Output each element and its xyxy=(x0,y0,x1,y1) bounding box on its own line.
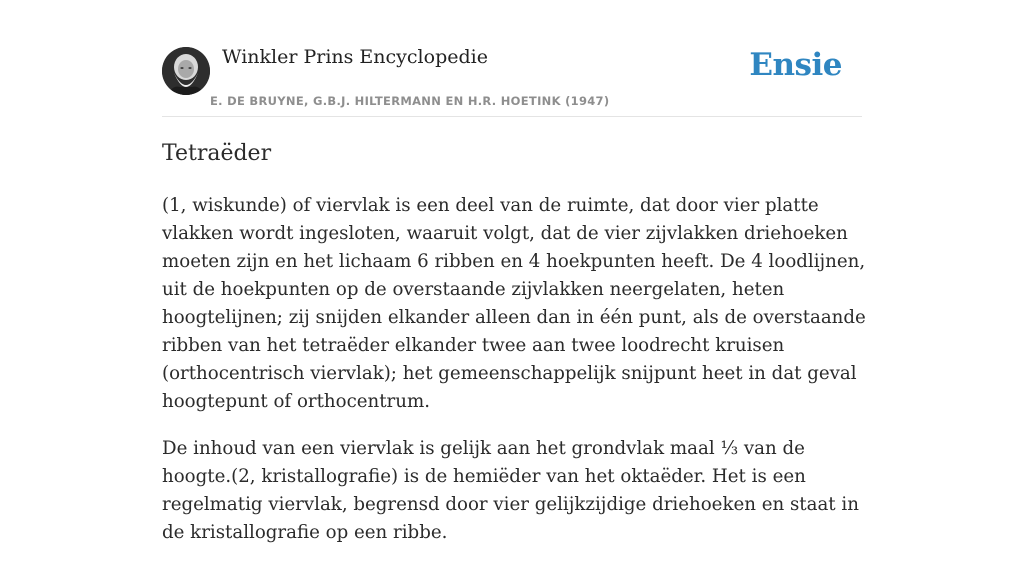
brand-logo[interactable]: Ensie xyxy=(749,47,842,83)
article-body xyxy=(162,192,866,566)
article-paragraph: De inhoud van een viervlak is gelijk aan het grondvlak maal ⅓ van de hoogte.(2, kristallografie) is de hemiëder van het oktaëder. Het is een regelmatig viervlak, begrensd door vier gelijkzijdige driehoeken en staat in de kristallografie op een ribbe. xyxy=(162,438,859,543)
page xyxy=(162,0,866,543)
article-paragraph: (1, wiskunde) of viervlak is een deel van de ruimte, dat door vier platte vlakken wordt ingesloten, waaruit volgt, dat de vier zijvlakken driehoeken moeten zijn en het lichaam 6 ribben en 4 hoekpunten heeft. De 4 loodlijnen, uit de hoekpunten op de overstaande zijvlakken neergelaten, heten hoogtelijnen; zij snijden elkander alleen dan in één punt, als de overstaande ribben van het tetraëder elkander twee aan twee loodrecht kruisen (orthocentrisch viervlak); het gemeenschappelijk snijpunt heet in dat geval hoogtepunt of orthocentrum. xyxy=(162,195,866,412)
source-title[interactable]: Winkler Prins Encyclopedie xyxy=(222,46,488,68)
source-authors: E. DE BRUYNE, G.B.J. HILTERMANN EN H.R. HOETINK (1947) xyxy=(210,94,610,108)
article-title: Tetraëder xyxy=(162,141,272,166)
author-avatar[interactable] xyxy=(162,47,210,95)
author-portrait-icon xyxy=(162,47,210,95)
source-header xyxy=(162,0,862,117)
